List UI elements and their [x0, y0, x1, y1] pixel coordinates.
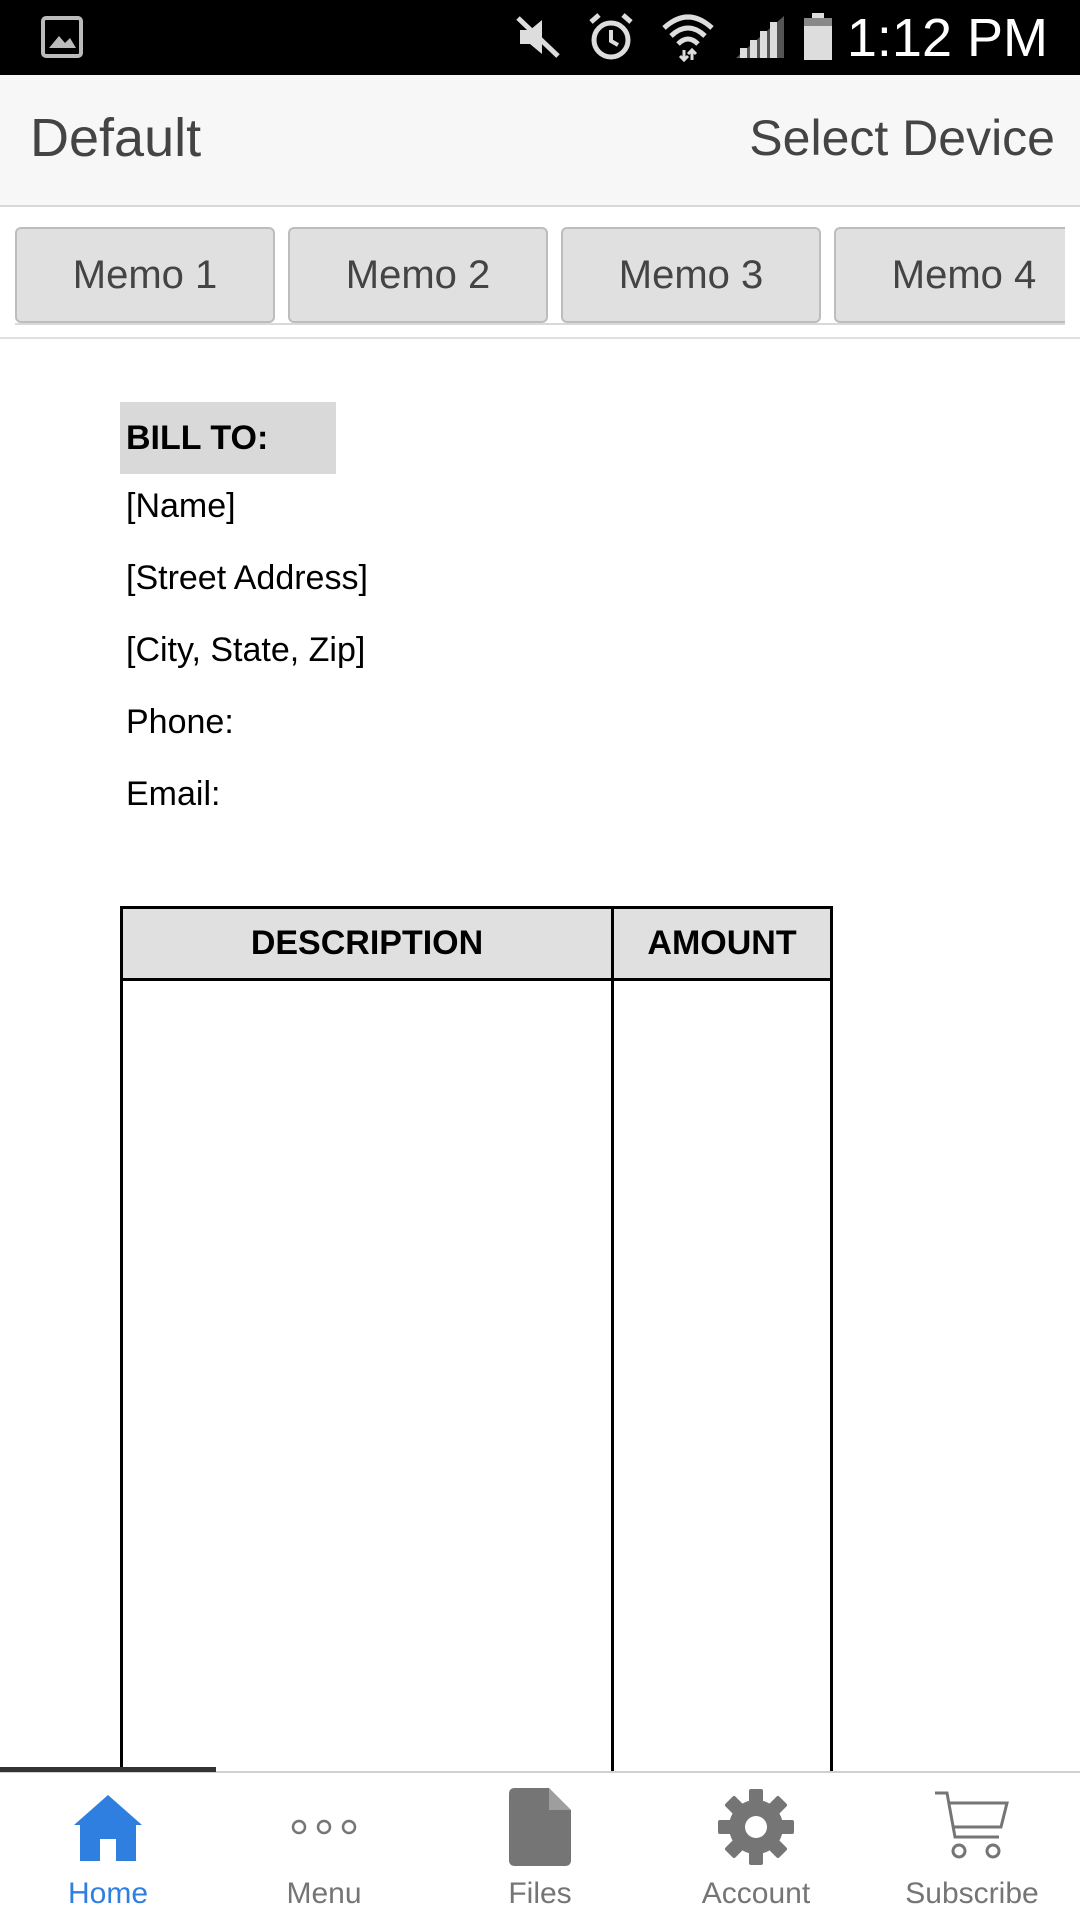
nav-label-subscribe: Subscribe	[905, 1877, 1039, 1910]
bill-to-label: BILL TO:	[120, 402, 336, 474]
nav-home[interactable]	[0, 1773, 216, 1922]
memo-tab-scroller[interactable]	[15, 219, 1065, 325]
nav-account[interactable]	[648, 1773, 864, 1922]
table-column-divider	[611, 981, 614, 1771]
nav-label-menu: Menu	[286, 1877, 362, 1910]
table-header-amount: AMOUNT	[614, 909, 830, 981]
invoice-table	[120, 906, 833, 1771]
table-header-description: DESCRIPTION	[123, 909, 614, 981]
home-icon	[0, 1787, 216, 1867]
memo-2-button[interactable]: Memo 2	[288, 227, 548, 323]
active-tab-indicator	[0, 1767, 216, 1772]
nav-label-files: Files	[508, 1877, 572, 1910]
gear-icon	[648, 1787, 864, 1867]
page-title: Default	[30, 108, 202, 168]
nav-subscribe[interactable]	[864, 1773, 1080, 1922]
status-bar	[0, 0, 1080, 75]
nav-label-home: Home	[67, 1877, 149, 1910]
gallery-notification-icon	[38, 12, 86, 62]
nav-label-account: Account	[701, 1877, 811, 1910]
address-line-email: Email:	[126, 775, 221, 813]
file-icon	[432, 1787, 648, 1867]
address-line-street: [Street Address]	[126, 559, 368, 597]
cart-icon	[864, 1787, 1080, 1867]
more-dots-icon	[216, 1787, 432, 1867]
alarm-icon	[584, 12, 638, 62]
nav-menu[interactable]	[216, 1773, 432, 1922]
app-bar	[0, 75, 1080, 207]
address-line-name: [Name]	[126, 487, 236, 525]
signal-icon	[732, 12, 788, 62]
bottom-navigation	[0, 1771, 1080, 1922]
memo-tab-bar	[0, 207, 1080, 339]
address-line-phone: Phone:	[126, 703, 234, 741]
memo-3-button[interactable]: Memo 3	[561, 227, 821, 323]
mute-icon	[512, 12, 564, 62]
status-time: 1:12 PM	[846, 8, 1048, 68]
nav-files[interactable]	[432, 1773, 648, 1922]
memo-4-button[interactable]: Memo 4	[834, 227, 1065, 323]
wifi-icon	[658, 12, 718, 62]
invoice-document[interactable]	[0, 339, 1080, 1771]
address-line-city: [City, State, Zip]	[126, 631, 366, 669]
select-device-button[interactable]: Select Device	[749, 110, 1055, 166]
memo-1-button[interactable]: Memo 1	[15, 227, 275, 323]
battery-icon	[800, 12, 836, 62]
